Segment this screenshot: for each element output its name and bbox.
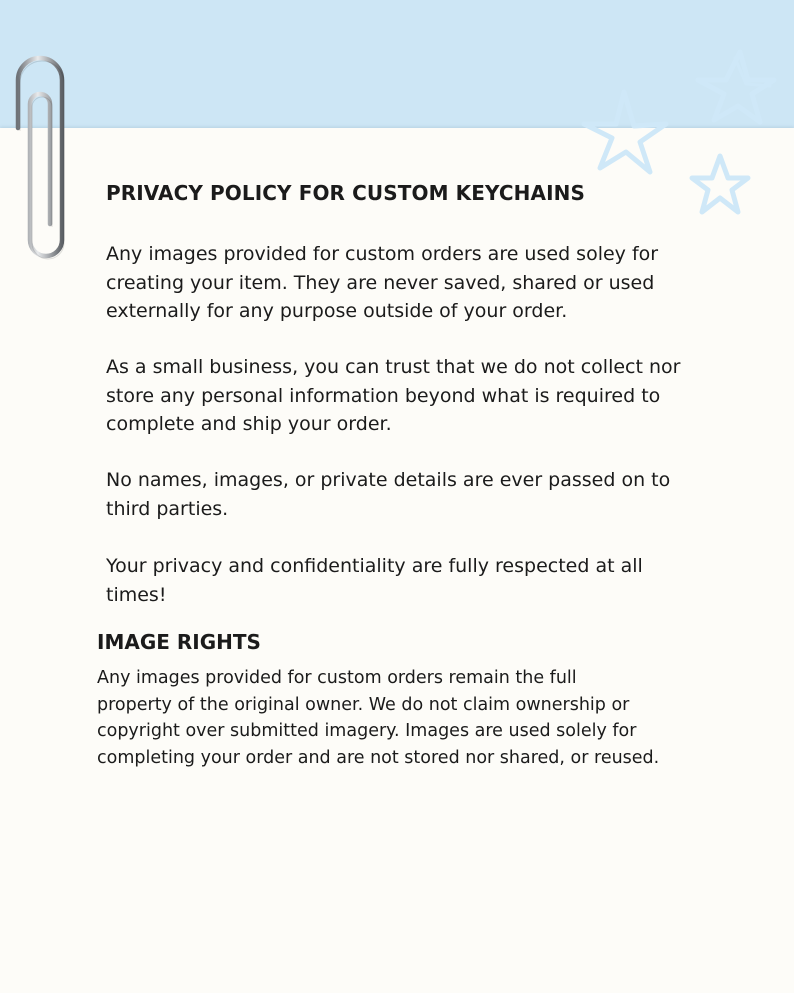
image-rights-title: IMAGE RIGHTS <box>97 630 261 654</box>
image-rights-section <box>97 627 737 771</box>
privacy-title: PRIVACY POLICY FOR CUSTOM KEYCHAINS <box>106 181 585 205</box>
privacy-paragraph: Your privacy and confidentiality are fully respected at all times! <box>106 555 643 606</box>
image-rights-text: Any images provided for custom orders remain the full property of the original owner. We do not claim ownership or copyright over submitted imagery. Images are used solely for completing your order and are not stored nor shared, or reused. <box>97 668 660 768</box>
paperclip-icon <box>4 44 76 268</box>
star-icon <box>584 92 666 172</box>
privacy-paragraph: Any images provided for custom orders are used soley for creating your item. They are never saved, shared or used externally for any purpose outside of your order. <box>106 243 659 322</box>
privacy-section <box>106 178 706 606</box>
privacy-paragraph: No names, images, or private details are ever passed on to third parties. <box>106 469 671 520</box>
privacy-paragraph: As a small business, you can trust that we do not collect nor store any personal information beyond what is required to complete and ship your order. <box>106 356 681 435</box>
